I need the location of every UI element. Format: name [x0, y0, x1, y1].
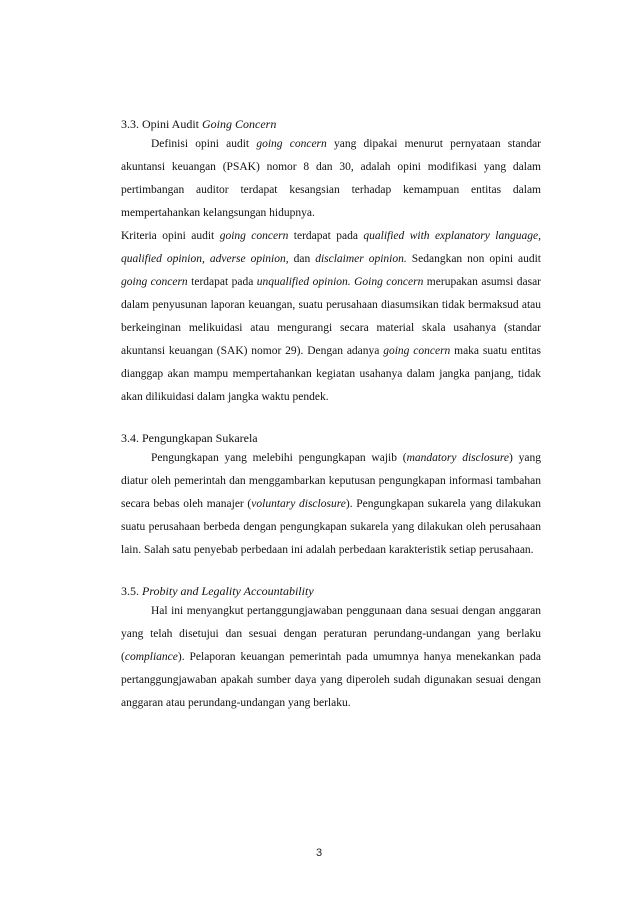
paragraph: Hal ini menyangkut pertanggungjawaban penggunaan dana sesuai dengan anggaran yang telah disetujui dan sesuai dengan peraturan perundang-undangan yang berlaku (compliance). Pelaporan keuangan pemerintah pada umumnya hanya menekankan pada pertanggungjawaban apakah sumber daya yang diperoleh sudah digunakan sesuai dengan anggaran atau perundang-undangan yang berlaku.: [121, 605, 541, 709]
section-heading: 3.3. Opini Audit Going Concern: [121, 117, 277, 131]
section-probity-legality: [121, 582, 541, 715]
section-heading: 3.5. Probity and Legality Accountability: [121, 584, 314, 598]
section-heading: 3.4. Pengungkapan Sukarela: [121, 431, 258, 445]
page-content: [121, 115, 541, 715]
spacer: [121, 562, 541, 582]
paragraph: Pengungkapan yang melebihi pengungkapan wajib (mandatory disclosure) yang diatur oleh pemerintah dan menggambarkan keputusan pengungkapan informasi tambahan secara bebas oleh manajer (voluntary disclosure). Pengungkapan sukarela yang dilakukan suatu perusahaan berbeda dengan pengungkapan sukarela yang dilakukan oleh perusahaan lain. Salah satu penyebab perbedaan ini adalah perbedaan karakteristik setiap perusahaan.: [121, 452, 541, 556]
spacer: [121, 409, 541, 429]
section-voluntary-disclosure: [121, 429, 541, 562]
paragraph: Definisi opini audit going concern yang dipakai menurut pernyataan standar akuntansi keuangan (PSAK) nomor 8 dan 30, adalah opini modifikasi yang dalam pertimbangan auditor terdapat kesangsian terhadap kemampuan entitas dalam mempertahankan kelangsungan hidupnya.: [121, 138, 542, 219]
section-going-concern: [121, 115, 541, 409]
page-number: 3: [315, 847, 323, 859]
paragraph: Kriteria opini audit going concern terdapat pada qualified with explanatory language, qualified opinion, adverse opinion, dan disclaimer opinion. Sedangkan non opini audit going concern terdapat pada unqualified opinion. Going concern merupakan asumsi dasar dalam penyusunan laporan keuangan, suatu perusahaan diasumsikan tidak bermaksud atau berkeinginan melikuidasi atau mengurangi secara material skala usahanya (standar akuntansi keuangan (SAK) nomor 29). Dengan adanya going concern maka suatu entitas dianggap akan mampu mempertahankan kegiatan usahanya dalam jangka panjang, tidak akan dilikuidasi dalam jangka waktu pendek.: [121, 230, 542, 403]
